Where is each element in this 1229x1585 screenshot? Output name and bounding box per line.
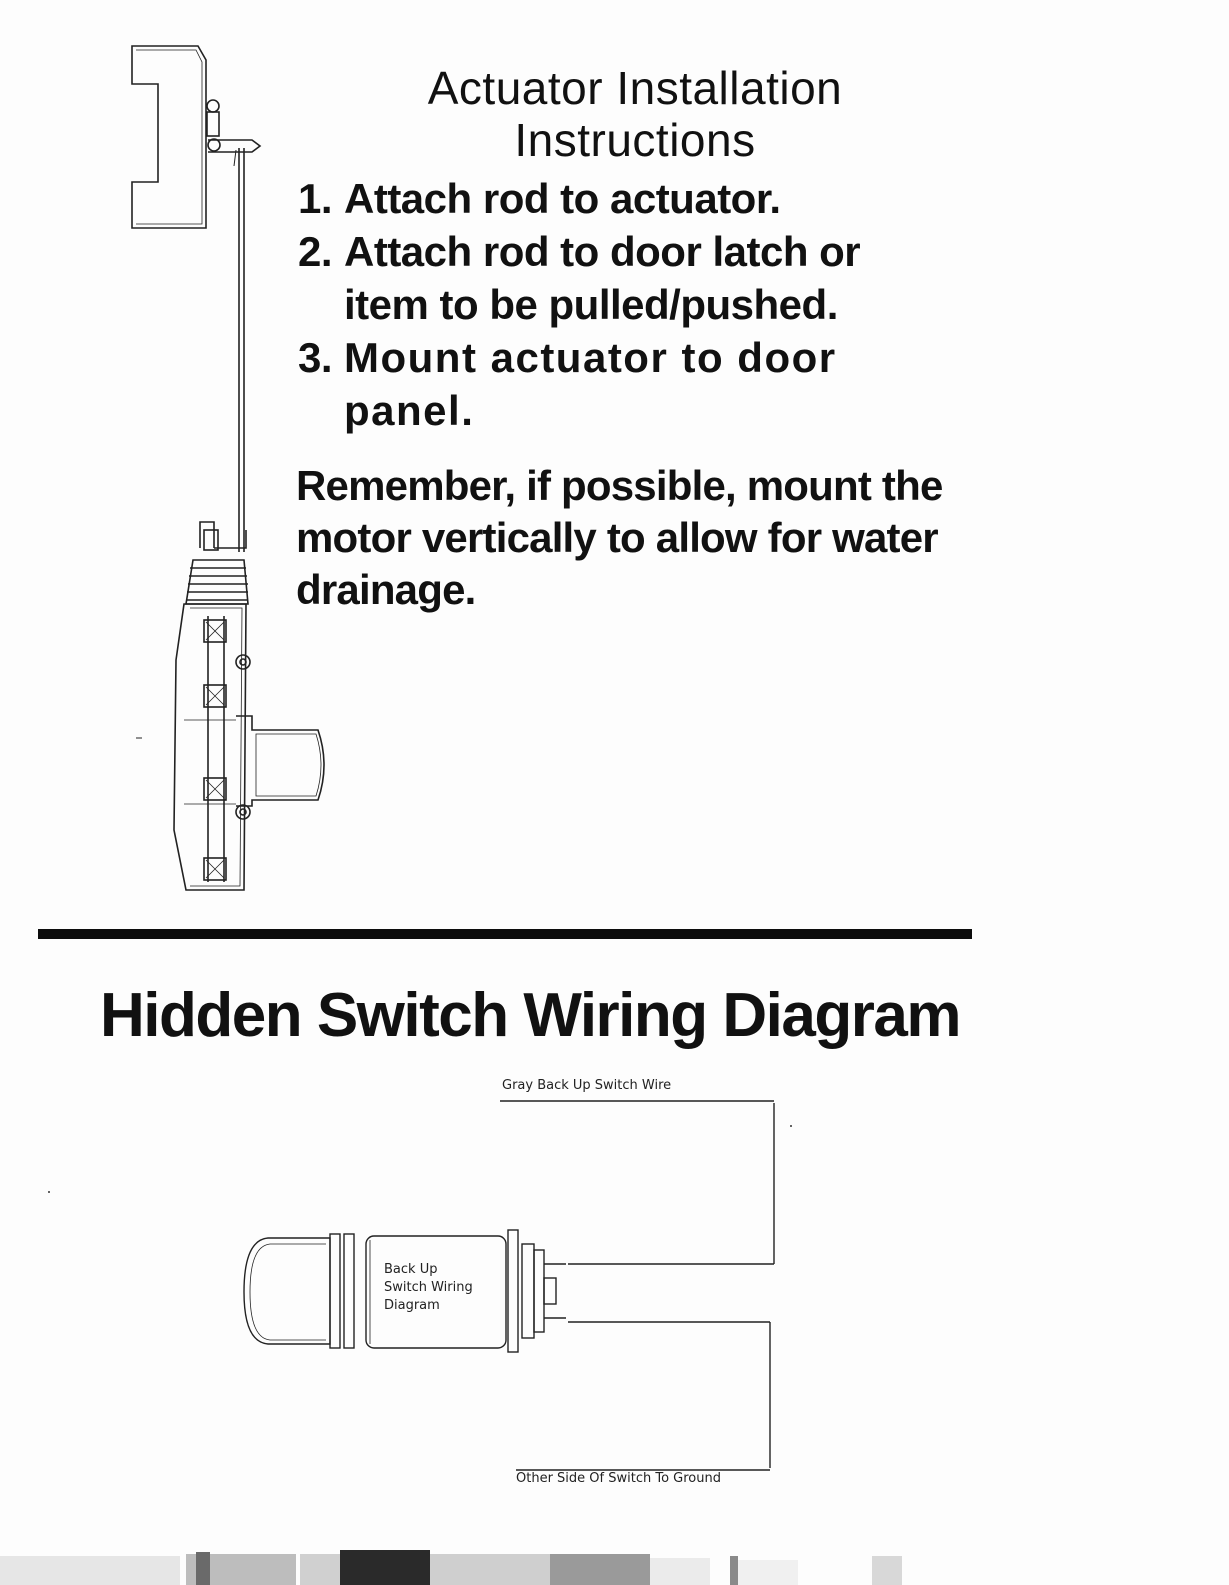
step-item (298, 225, 998, 331)
drainage-note: Remember, if possible, mount the motor vertically to allow for water drainage. (296, 462, 943, 613)
installation-steps (298, 172, 998, 437)
step-item (298, 172, 998, 225)
switch-body-label (384, 1261, 494, 1315)
gray-wire-label: Gray Back Up Switch Wire (502, 1078, 672, 1093)
ground-label: Other Side Of Switch To Ground (516, 1471, 721, 1486)
step-text: Mount actuator to door panel. (344, 334, 837, 434)
wiring-title: Hidden Switch Wiring Diagram (100, 981, 960, 1050)
step-text: Attach rod to actuator. (344, 175, 781, 222)
actuator-title (300, 62, 970, 166)
switch-label-line: Back Up (384, 1262, 438, 1277)
scan-artifact-strip (0, 1548, 1229, 1585)
step-number: 2. (298, 228, 333, 275)
section-divider (38, 929, 972, 939)
switch-label-line: Switch Wiring (384, 1280, 473, 1295)
switch-label-line: Diagram (384, 1298, 440, 1313)
actuator-title-line1: Actuator Installation (427, 62, 843, 114)
step-number: 1. (298, 175, 333, 222)
step-text: Attach rod to door latch or item to be pulled/pushed. (344, 228, 861, 328)
step-item (298, 331, 998, 437)
actuator-title-line2: Instructions (514, 114, 756, 166)
step-number: 3. (298, 334, 333, 381)
